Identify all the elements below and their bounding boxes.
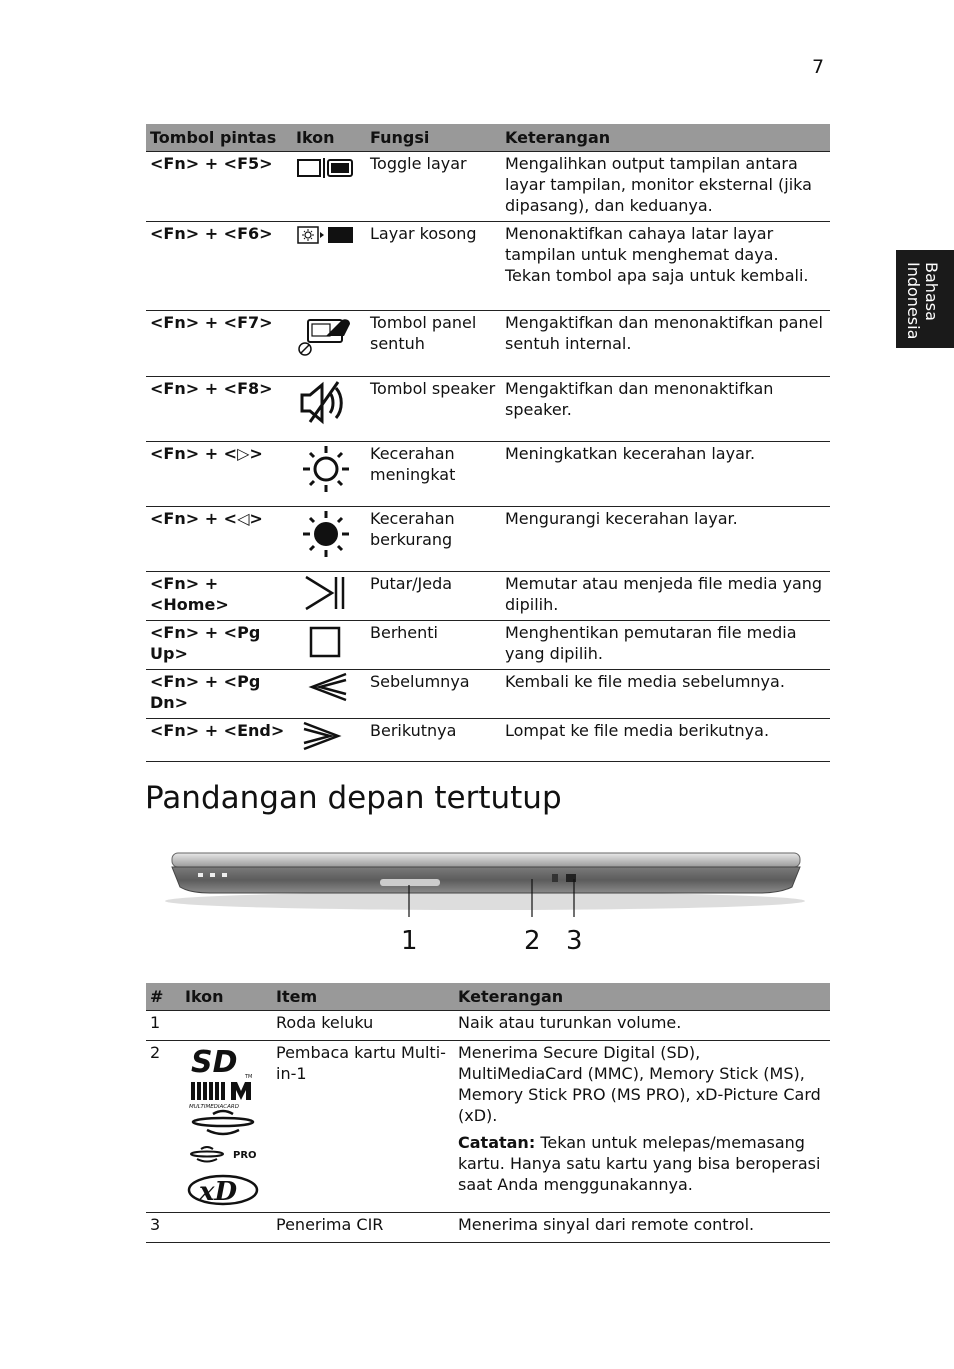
col-header: Ikon <box>181 983 272 1011</box>
description-cell: Menonaktifkan cahaya latar layar tampilan untuk menghemat daya. Tekan tombol apa saja untuk kembali. <box>501 222 830 311</box>
next-icon <box>296 720 356 752</box>
svg-text:TM: TM <box>245 1074 253 1080</box>
table-row <box>146 1011 830 1041</box>
table-row <box>146 719 830 762</box>
item-description: Menerima sinyal dari remote control. <box>454 1213 830 1243</box>
page-number: 7 <box>812 56 825 78</box>
hotkey-table <box>146 124 830 762</box>
callout-2: 2 <box>524 926 541 956</box>
laptop-front-view-figure <box>160 845 810 960</box>
svg-text:xD: xD <box>199 1177 238 1206</box>
xd-logo-icon <box>189 1176 257 1206</box>
function-cell: Tombol speaker <box>366 377 501 442</box>
svg-text:PRO: PRO <box>233 1150 257 1161</box>
table-row <box>146 222 830 311</box>
function-cell: Kecerahan meningkat <box>366 442 501 507</box>
function-cell: Toggle layar <box>366 152 501 222</box>
function-cell: Layar kosong <box>366 222 501 311</box>
description-cell: Mengalihkan output tampilan antara layar tampilan, monitor eksternal (jika dipasang), dan keduanya. <box>501 152 830 222</box>
card-reader-logos <box>185 1042 265 1206</box>
item-description: Naik atau turunkan volume. <box>454 1011 830 1041</box>
item-number: 1 <box>146 1011 181 1041</box>
function-cell: Berhenti <box>366 621 501 670</box>
hotkey-cell: <Fn> + <F8> <box>146 377 292 442</box>
hotkey-cell: <Fn> + <Home> <box>146 572 292 621</box>
item-description: Menerima Secure Digital (SD), MultiMediaCard (MMC), Memory Stick (MS), Memory Stick PRO (MS PRO), xD-Picture Card (xD). <box>458 1043 821 1125</box>
col-header: Item <box>272 983 454 1011</box>
sd-logo-icon <box>191 1045 252 1080</box>
side-tab-line2: Indonesia <box>904 262 923 340</box>
table-row <box>146 442 830 507</box>
description-cell: Kembali ke file media sebelumnya. <box>501 670 830 719</box>
memory-stick-pro-logo-icon <box>191 1147 257 1162</box>
hotkey-cell: <Fn> + <End> <box>146 719 292 762</box>
hotkey-cell: <Fn> + <F5> <box>146 152 292 222</box>
item-name: Pembaca kartu Multi-in-1 <box>272 1041 454 1213</box>
section-title: Pandangan depan tertutup <box>145 780 562 816</box>
screen-blank-icon <box>296 223 356 249</box>
hotkey-cell: <Fn> + <Pg Dn> <box>146 670 292 719</box>
table-row <box>146 1213 830 1243</box>
description-cell: Meningkatkan kecerahan layar. <box>501 442 830 507</box>
description-cell: Mengurangi kecerahan layar. <box>501 507 830 572</box>
table-row <box>146 1041 830 1213</box>
callout-1: 1 <box>401 926 418 956</box>
items-table <box>146 983 830 1243</box>
hotkey-cell: <Fn> + <F7> <box>146 311 292 377</box>
hotkey-table-header <box>146 124 830 152</box>
item-number: 3 <box>146 1213 181 1243</box>
stop-icon <box>296 622 356 662</box>
table-row <box>146 621 830 670</box>
hotkey-cell: <Fn> + <◁> <box>146 507 292 572</box>
item-note <box>458 1132 826 1195</box>
hotkey-cell: <Fn> + <Pg Up> <box>146 621 292 670</box>
description-cell: Mengaktifkan dan menonaktifkan panel sentuh internal. <box>501 311 830 377</box>
note-text: Tekan untuk melepas/memasang kartu. Hanya satu kartu yang bisa beroperasi saat Anda menggunakannya. <box>458 1133 821 1194</box>
col-header: Keterangan <box>454 983 830 1011</box>
table-row <box>146 507 830 572</box>
language-side-tab <box>896 250 954 348</box>
function-cell: Tombol panel sentuh <box>366 311 501 377</box>
svg-text:MULTIMEDIACARD: MULTIMEDIACARD <box>189 1104 239 1110</box>
col-header: Ikon <box>292 124 366 152</box>
item-number: 2 <box>146 1041 181 1213</box>
description-cell: Mengaktifkan dan menonaktifkan speaker. <box>501 377 830 442</box>
table-row <box>146 670 830 719</box>
brightness-down-icon <box>296 508 356 560</box>
col-header: Fungsi <box>366 124 501 152</box>
hotkey-cell: <Fn> + <▷> <box>146 442 292 507</box>
function-cell: Putar/Jeda <box>366 572 501 621</box>
description-cell: Memutar atau menjeda file media yang dipilih. <box>501 572 830 621</box>
col-header: Tombol pintas <box>146 124 292 152</box>
col-header: Keterangan <box>501 124 830 152</box>
side-tab-line1: Bahasa <box>922 262 941 321</box>
description-cell: Menghentikan pemutaran file media yang dipilih. <box>501 621 830 670</box>
item-name: Penerima CIR <box>272 1213 454 1243</box>
memory-stick-logo-icon <box>193 1111 253 1134</box>
previous-icon <box>296 671 356 703</box>
display-toggle-icon <box>296 153 356 181</box>
function-cell: Berikutnya <box>366 719 501 762</box>
play-pause-icon <box>296 573 356 613</box>
col-header: # <box>146 983 181 1011</box>
description-cell: Lompat ke file media berikutnya. <box>501 719 830 762</box>
speaker-toggle-icon <box>296 378 356 428</box>
table-row <box>146 311 830 377</box>
note-label: Catatan: <box>458 1133 536 1152</box>
mmc-logo-icon <box>189 1082 251 1110</box>
table-row <box>146 377 830 442</box>
svg-text:SD: SD <box>191 1045 238 1080</box>
table-row <box>146 152 830 222</box>
table-row <box>146 572 830 621</box>
brightness-up-icon <box>296 443 356 495</box>
items-table-header <box>146 983 830 1011</box>
function-cell: Kecerahan berkurang <box>366 507 501 572</box>
function-cell: Sebelumnya <box>366 670 501 719</box>
item-name: Roda keluku <box>272 1011 454 1041</box>
hotkey-cell: <Fn> + <F6> <box>146 222 292 311</box>
callout-3: 3 <box>566 926 583 956</box>
touchpad-toggle-icon <box>296 312 356 356</box>
